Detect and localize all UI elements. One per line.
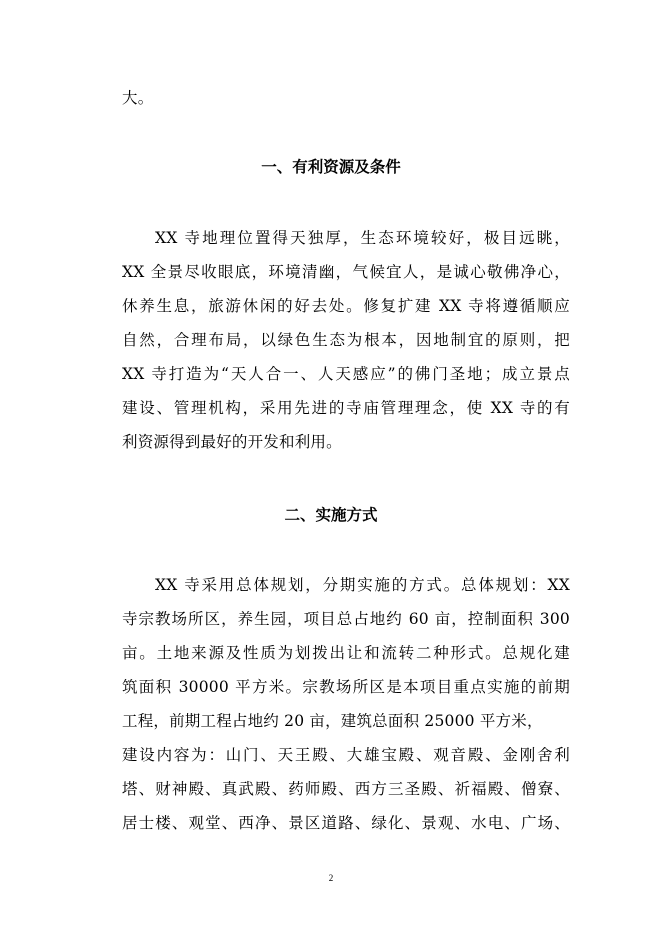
paragraph-line: 休养生息，旅游休闲的好去处。修复扩建 XX 寺将遵循顺应 — [122, 297, 570, 315]
paragraph-line: 寺宗教场所区，养生园，项目总占地约 60 亩，控制面积 300 — [122, 610, 570, 628]
section-heading-2: 二、实施方式 — [284, 505, 378, 524]
paragraph-line: 亩。土地来源及性质为划拨出让和流转二种形式。总规化建 — [122, 644, 570, 662]
section-heading-1: 一、有利资源及条件 — [261, 157, 401, 176]
page-number: 2 — [328, 873, 334, 883]
paragraph-line: 工程，前期工程占地约 20 亩，建筑总面积 25000 平方米， — [122, 712, 543, 730]
paragraph-line: XX 寺打造为“天人合一、人天感应”的佛门圣地；成立景点 — [122, 365, 570, 383]
paragraph-line: 建设、管理机构，采用先进的寺庙管理理念，使 XX 寺的有 — [122, 399, 570, 417]
paragraph-line: XX 寺采用总体规划，分期实施的方式。总体规划：XX — [155, 576, 570, 594]
paragraph-line: XX 全景尽收眼底，环境清幽，气候宜人，是诚心敬佛净心， — [122, 263, 570, 281]
paragraph-line: XX 寺地理位置得天独厚，生态环境较好，极目远眺， — [155, 229, 570, 247]
paragraph-line: 塔、财神殿、真武殿、药师殿、西方三圣殿、祈福殿、僧寮、 — [122, 780, 570, 798]
paragraph-line: 建设内容为：山门、天王殿、大雄宝殿、观音殿、金刚舍利 — [122, 746, 570, 764]
paragraph-line: 利资源得到最好的开发和利用。 — [122, 433, 342, 451]
continuation-text: 大。 — [122, 89, 154, 107]
paragraph-line: 筑面积 30000 平方米。宗教场所区是本项目重点实施的前期 — [122, 678, 570, 696]
paragraph-line: 居士楼、观堂、西净、景区道路、绿化、景观、水电、广场、 — [122, 814, 570, 832]
paragraph-line: 自然，合理布局，以绿色生态为根本，因地制宜的原则，把 — [122, 331, 570, 349]
